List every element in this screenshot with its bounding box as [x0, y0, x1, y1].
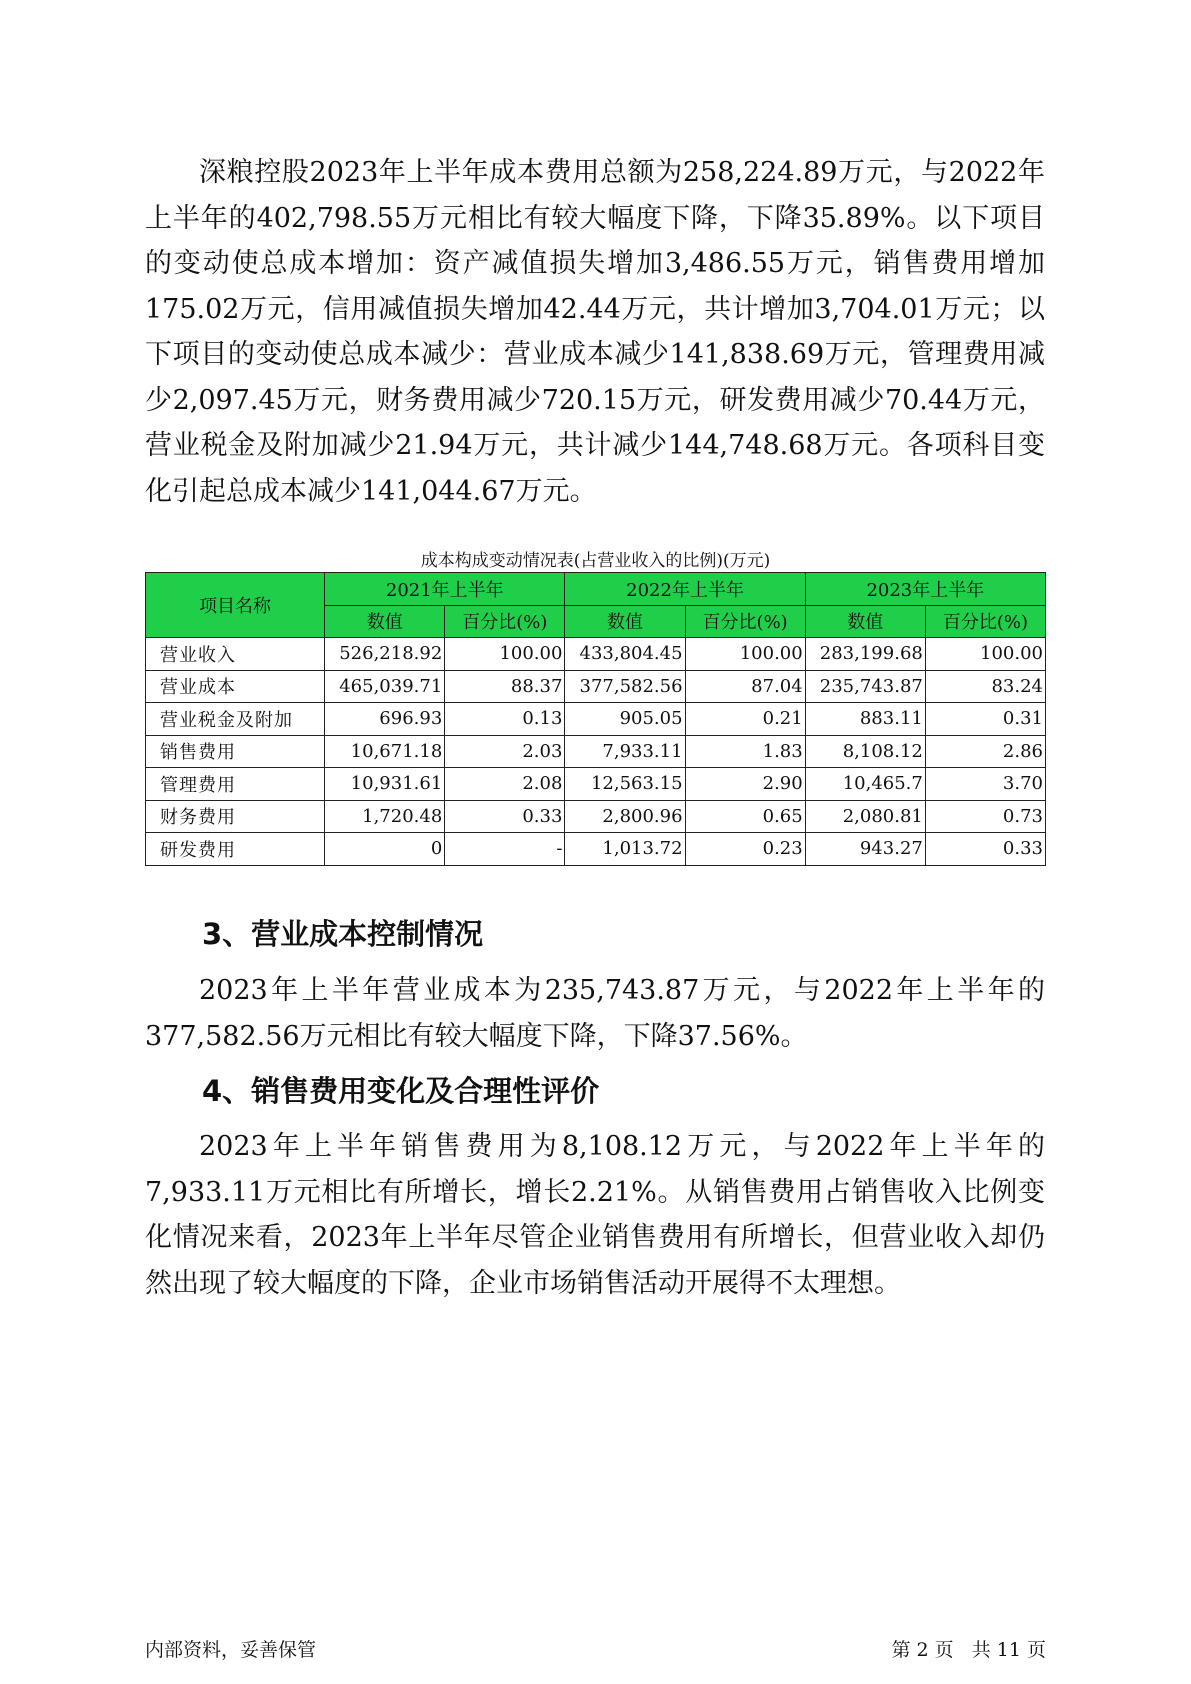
cell-percent: 0.33: [925, 833, 1045, 866]
cell-percent: 100.00: [685, 638, 805, 671]
row-item-name: 财务费用: [146, 800, 325, 833]
cell-percent: 0.33: [445, 800, 565, 833]
cell-percent: 0.65: [685, 800, 805, 833]
header-value-2022: 数值: [565, 605, 685, 638]
section-heading-sales-expense: 4、销售费用变化及合理性评价: [202, 1074, 600, 1108]
cell-percent: 0.23: [685, 833, 805, 866]
section-heading-operating-cost: 3、营业成本控制情况: [202, 917, 484, 951]
header-pct-2023: 百分比(%): [925, 605, 1045, 638]
row-item-name: 营业收入: [146, 638, 325, 671]
cell-percent: 100.00: [925, 638, 1045, 671]
cell-percent: 2.90: [685, 768, 805, 801]
cell-percent: 0.73: [925, 800, 1045, 833]
paragraph-operating-cost: 2023年上半年营业成本为235,743.87万元，与2022年上半年的377,582.56万元相比有较大幅度下降，下降37.56%。: [145, 975, 1045, 1052]
cell-percent: 87.04: [685, 670, 805, 703]
cell-percent: 1.83: [685, 735, 805, 768]
footer-page-number: 第 2 页 共 11 页: [891, 1639, 1046, 1661]
header-value-2021: 数值: [325, 605, 445, 638]
table-row: [146, 800, 1046, 833]
cell-value: 8,108.12: [805, 735, 925, 768]
row-item-name: 研发费用: [146, 833, 325, 866]
header-period-2023: 2023年上半年: [805, 573, 1045, 606]
cell-value: 10,465.7: [805, 768, 925, 801]
cell-value: 12,563.15: [565, 768, 685, 801]
table-row: [146, 735, 1046, 768]
cell-value: 465,039.71: [325, 670, 445, 703]
cell-percent: 2.08: [445, 768, 565, 801]
table-caption: 成本构成变动情况表(占营业收入的比例)(万元): [420, 551, 771, 571]
cell-percent: 0.31: [925, 703, 1045, 736]
cell-value: 283,199.68: [805, 638, 925, 671]
cell-percent: 2.03: [445, 735, 565, 768]
table-row: [146, 703, 1046, 736]
table-body: [146, 638, 1046, 866]
cell-value: 2,800.96: [565, 800, 685, 833]
cell-value: 1,013.72: [565, 833, 685, 866]
row-item-name: 销售费用: [146, 735, 325, 768]
cell-percent: 2.86: [925, 735, 1045, 768]
table-row: [146, 670, 1046, 703]
row-item-name: 管理费用: [146, 768, 325, 801]
cost-structure-table: [145, 572, 1046, 866]
cell-percent: 88.37: [445, 670, 565, 703]
cell-value: 433,804.45: [565, 638, 685, 671]
header-pct-2021: 百分比(%): [445, 605, 565, 638]
cell-value: 526,218.92: [325, 638, 445, 671]
cell-value: 943.27: [805, 833, 925, 866]
cell-value: 377,582.56: [565, 670, 685, 703]
header-period-2022: 2022年上半年: [565, 573, 805, 606]
paragraph-sales-expense: 2023年上半年销售费用为8,108.12万元，与2022年上半年的7,933.11万元相比有所增长，增长2.21%。从销售费用占销售收入比例变化情况来看，2023年上半年尽管企业销售费用有所增长，但营业收入却仍然出现了较大幅度的下降，企业市场销售活动开展得不太理想。: [145, 1131, 1045, 1299]
row-item-name: 营业成本: [146, 670, 325, 703]
cell-percent: -: [445, 833, 565, 866]
cell-value: 7,933.11: [565, 735, 685, 768]
cell-value: 10,931.61: [325, 768, 445, 801]
cell-percent: 83.24: [925, 670, 1045, 703]
cell-percent: 0.13: [445, 703, 565, 736]
table-row: [146, 833, 1046, 866]
cell-percent: 100.00: [445, 638, 565, 671]
cell-value: 696.93: [325, 703, 445, 736]
cell-value: 235,743.87: [805, 670, 925, 703]
cell-value: 1,720.48: [325, 800, 445, 833]
paragraph-cost-summary: 深粮控股2023年上半年成本费用总额为258,224.89万元，与2022年上半年的402,798.55万元相比有较大幅度下降，下降35.89%。以下项目的变动使总成本增加：资产减值损失增加3,486.55万元，销售费用增加175.02万元，信用减值损失增加42.44万元，共计增加3,704.01万元；以下项目的变动使总成本减少：营业成本减少141,838.69万元，管理费用减少2,097.45万元，财务费用减少720.15万元，研发费用减少70.44万元，营业税金及附加减少21.94万元，共计减少144,748.68万元。各项科目变化引起总成本减少141,044.67万元。: [145, 157, 1045, 507]
header-value-2023: 数值: [805, 605, 925, 638]
table-header-row-periods: [146, 573, 1046, 606]
cell-value: 0: [325, 833, 445, 866]
cell-value: 905.05: [565, 703, 685, 736]
header-pct-2022: 百分比(%): [685, 605, 805, 638]
cell-value: 10,671.18: [325, 735, 445, 768]
table-row: [146, 638, 1046, 671]
cell-value: 2,080.81: [805, 800, 925, 833]
row-item-name: 营业税金及附加: [146, 703, 325, 736]
header-period-2021: 2021年上半年: [325, 573, 565, 606]
header-item-name: 项目名称: [146, 573, 325, 638]
footer-confidential-note: 内部资料，妥善保管: [145, 1639, 317, 1661]
table-row: [146, 768, 1046, 801]
cell-percent: 0.21: [685, 703, 805, 736]
cell-percent: 3.70: [925, 768, 1045, 801]
cell-value: 883.11: [805, 703, 925, 736]
